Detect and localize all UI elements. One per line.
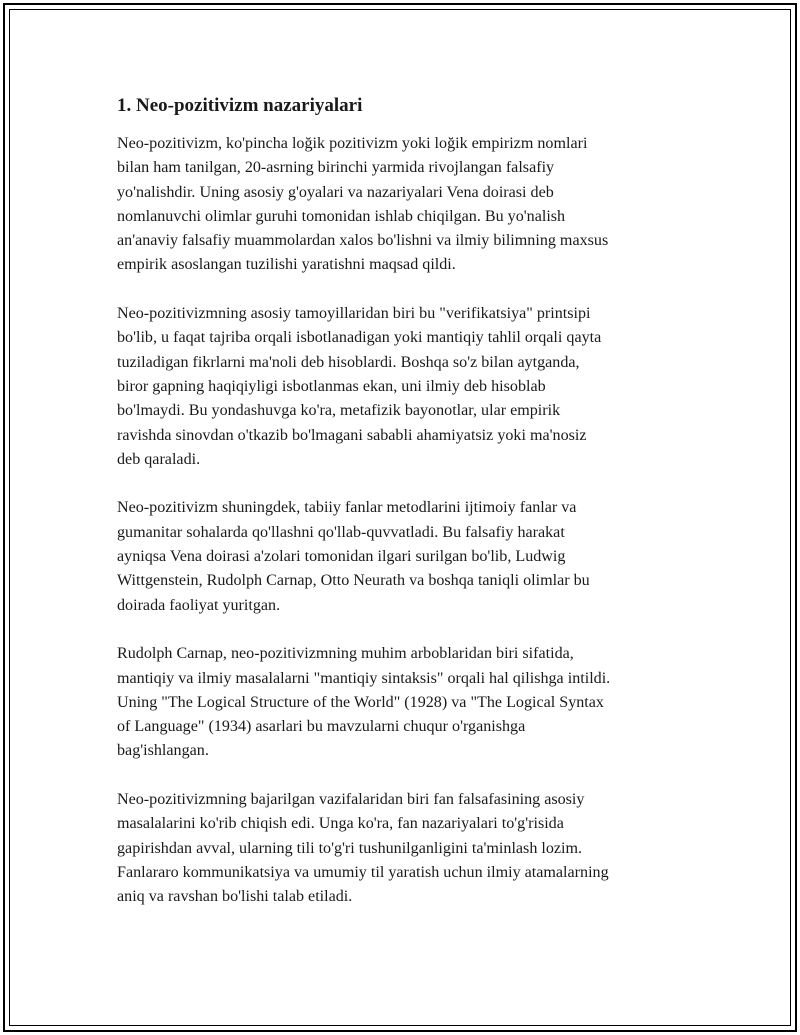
paragraph-5	[117, 788, 687, 909]
document-body	[117, 94, 687, 934]
text-line: masalalarini ko'rib chiqish edi. Unga ko'ra, fan nazariyalari to'g'risida	[117, 815, 564, 833]
text-line: ravishda sinovdan o'tkazib bo'lmagani sababli ahamiyatsiz yoki ma'nosiz	[117, 426, 587, 444]
text-line: empirik asoslangan tuzilishi yaratishni maqsad qildi.	[117, 256, 456, 274]
text-line: Neo-pozitivizmning asosiy tamoyillaridan biri bu "verifikatsiya" printsipi	[117, 305, 591, 323]
text-line: Neo-pozitivizmning bajarilgan vazifalaridan biri fan falsafasining asosiy	[117, 791, 585, 809]
text-line: doirada faoliyat yuritgan.	[117, 596, 281, 614]
text-line: Rudolph Carnap, neo-pozitivizmning muhim arboblaridan biri sifatida,	[117, 645, 574, 663]
text-line: Neo-pozitivizm shuningdek, tabiiy fanlar metodlarini ijtimoiy fanlar va	[117, 499, 577, 517]
text-line: deb qaraladi.	[117, 450, 201, 468]
text-line: bo'lmaydi. Bu yondashuvga ko'ra, metafizik bayonotlar, ular empirik	[117, 402, 561, 420]
text-line: of Language" (1934) asarlari bu mavzularni chuqur o'rganishga	[117, 718, 526, 736]
paragraph-4	[117, 642, 687, 763]
text-line: Fanlararo kommunikatsiya va umumiy til yaratish uchun ilmiy atamalarning	[117, 863, 609, 881]
section-heading: 1. Neo-pozitivizm nazariyalari	[117, 95, 363, 116]
text-line: an'anaviy falsafiy muammolardan xalos bo'lishni va ilmiy bilimning maxsus	[117, 232, 609, 250]
text-line: ayniqsa Vena doirasi a'zolari tomonidan ilgari surilgan bo'lib, Ludwig	[117, 548, 566, 566]
paragraph-1	[117, 132, 687, 278]
text-line: bilan ham tanilgan, 20-asrning birinchi yarmida rivojlangan falsafiy	[117, 159, 555, 177]
text-line: gapirishdan avval, ularning tili to'g'ri tushunilganligini ta'minlash lozim.	[117, 839, 583, 857]
text-line: yo'nalishdir. Uning asosiy g'oyalari va nazariyalari Vena doirasi deb	[117, 183, 554, 201]
text-line: Uning "The Logical Structure of the World" (1928) va "The Logical Syntax	[117, 693, 604, 711]
text-line: bag'ishlangan.	[117, 742, 209, 760]
text-line: aniq va ravshan bo'lishi talab etiladi.	[117, 888, 353, 906]
text-line: Wittgenstein, Rudolph Carnap, Otto Neurath va boshqa taniqli olimlar bu	[117, 572, 590, 590]
paragraph-3	[117, 496, 687, 617]
text-line: mantiqiy va ilmiy masalalarni "mantiqiy sintaksis" orqali hal qilishga intildi.	[117, 669, 611, 687]
text-line: tuziladigan fikrlarni ma'noli deb hisoblardi. Boshqa so'z bilan aytganda,	[117, 353, 580, 371]
text-line: gumanitar sohalarda qo'llashni qo'llab-quvvatladi. Bu falsafiy harakat	[117, 523, 565, 541]
text-line: bo'lib, u faqat tajriba orqali isbotlanadigan yoki mantiqiy tahlil orqali qayta	[117, 329, 602, 347]
paragraph-2	[117, 302, 687, 472]
text-line: biror gapning haqiqiyligi isbotlanmas ekan, uni ilmiy deb hisoblab	[117, 377, 546, 395]
text-line: Neo-pozitivizm, ko'pincha loğik pozitivizm yoki loğik empirizm nomlari	[117, 135, 588, 152]
text-line: nomlanuvchi olimlar guruhi tomonidan ishlab chiqilgan. Bu yo'nalish	[117, 207, 566, 225]
